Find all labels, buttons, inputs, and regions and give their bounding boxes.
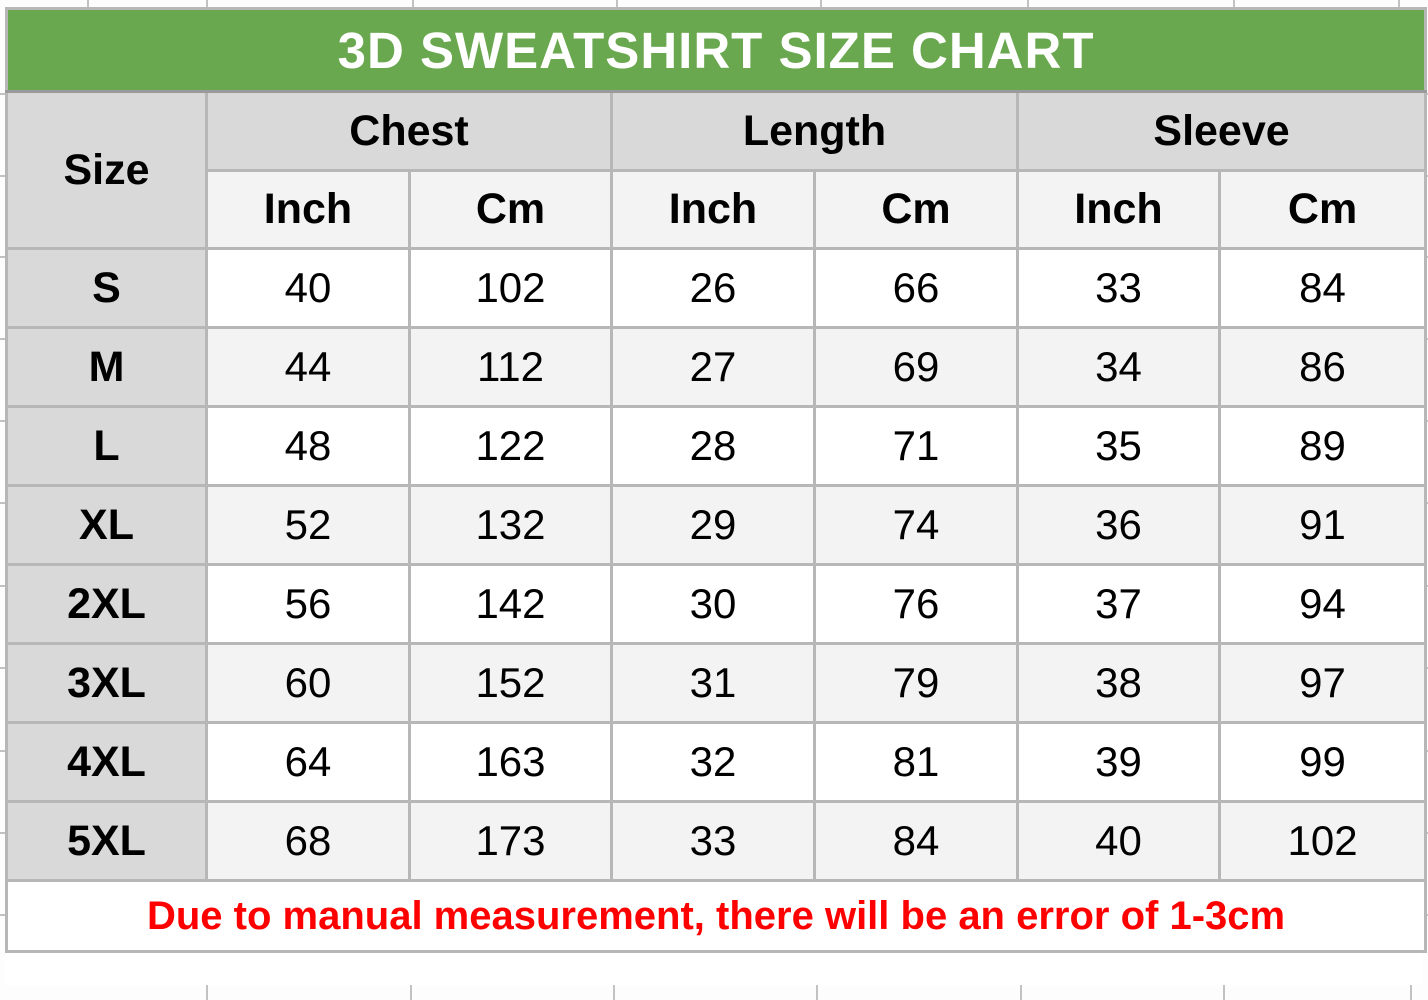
value-cell: 60 xyxy=(207,644,410,723)
chart-title: 3D SWEATSHIRT SIZE CHART xyxy=(7,9,1426,92)
value-cell: 71 xyxy=(815,407,1018,486)
subheader-chest-cm: Cm xyxy=(410,171,612,249)
value-cell: 74 xyxy=(815,486,1018,565)
subheader-sleeve-inch: Inch xyxy=(1018,171,1220,249)
size-label: 5XL xyxy=(7,802,207,881)
value-cell: 44 xyxy=(207,328,410,407)
value-cell: 94 xyxy=(1220,565,1426,644)
value-cell: 29 xyxy=(612,486,815,565)
value-cell: 56 xyxy=(207,565,410,644)
value-cell: 36 xyxy=(1018,486,1220,565)
subheader-length-cm: Cm xyxy=(815,171,1018,249)
table-row-4XL xyxy=(7,723,1426,802)
value-cell: 132 xyxy=(410,486,612,565)
value-cell: 64 xyxy=(207,723,410,802)
table-row-XL xyxy=(7,486,1426,565)
size-label: S xyxy=(7,249,207,328)
value-cell: 32 xyxy=(612,723,815,802)
value-cell: 81 xyxy=(815,723,1018,802)
value-cell: 76 xyxy=(815,565,1018,644)
value-cell: 33 xyxy=(612,802,815,881)
value-cell: 33 xyxy=(1018,249,1220,328)
table-row-M xyxy=(7,328,1426,407)
size-rows xyxy=(7,249,1426,881)
value-cell: 30 xyxy=(612,565,815,644)
value-cell: 84 xyxy=(815,802,1018,881)
size-label: L xyxy=(7,407,207,486)
value-cell: 142 xyxy=(410,565,612,644)
value-cell: 122 xyxy=(410,407,612,486)
table-row-L xyxy=(7,407,1426,486)
value-cell: 84 xyxy=(1220,249,1426,328)
value-cell: 97 xyxy=(1220,644,1426,723)
size-label: 2XL xyxy=(7,565,207,644)
value-cell: 27 xyxy=(612,328,815,407)
value-cell: 89 xyxy=(1220,407,1426,486)
subheader-length-inch: Inch xyxy=(612,171,815,249)
value-cell: 102 xyxy=(410,249,612,328)
size-label: M xyxy=(7,328,207,407)
value-cell: 69 xyxy=(815,328,1018,407)
value-cell: 112 xyxy=(410,328,612,407)
column-group-chest: Chest xyxy=(207,92,612,171)
value-cell: 163 xyxy=(410,723,612,802)
value-cell: 91 xyxy=(1220,486,1426,565)
sheet-gridline-strip-bottom xyxy=(0,985,1428,1000)
value-cell: 68 xyxy=(207,802,410,881)
table-row-3XL xyxy=(7,644,1426,723)
value-cell: 26 xyxy=(612,249,815,328)
note-row xyxy=(7,881,1426,952)
value-cell: 79 xyxy=(815,644,1018,723)
value-cell: 99 xyxy=(1220,723,1426,802)
value-cell: 35 xyxy=(1018,407,1220,486)
value-cell: 66 xyxy=(815,249,1018,328)
value-cell: 48 xyxy=(207,407,410,486)
value-cell: 40 xyxy=(1018,802,1220,881)
value-cell: 173 xyxy=(410,802,612,881)
column-group-sleeve: Sleeve xyxy=(1018,92,1426,171)
value-cell: 38 xyxy=(1018,644,1220,723)
subheader-sleeve-cm: Cm xyxy=(1220,171,1426,249)
measurement-note: Due to manual measurement, there will be an error of 1-3cm xyxy=(7,881,1426,952)
value-cell: 86 xyxy=(1220,328,1426,407)
title-banner-row xyxy=(7,9,1426,92)
column-header-size: Size xyxy=(7,92,207,249)
table-row-S xyxy=(7,249,1426,328)
table-row-2XL xyxy=(7,565,1426,644)
size-label: XL xyxy=(7,486,207,565)
subheader-chest-inch: Inch xyxy=(207,171,410,249)
value-cell: 31 xyxy=(612,644,815,723)
column-group-row xyxy=(7,92,1426,171)
size-label: 3XL xyxy=(7,644,207,723)
value-cell: 28 xyxy=(612,407,815,486)
value-cell: 52 xyxy=(207,486,410,565)
value-cell: 34 xyxy=(1018,328,1220,407)
value-cell: 40 xyxy=(207,249,410,328)
table-row-5XL xyxy=(7,802,1426,881)
size-chart-table xyxy=(5,7,1427,953)
unit-subheader-row xyxy=(7,171,1426,249)
column-group-length: Length xyxy=(612,92,1018,171)
value-cell: 102 xyxy=(1220,802,1426,881)
value-cell: 152 xyxy=(410,644,612,723)
size-label: 4XL xyxy=(7,723,207,802)
value-cell: 39 xyxy=(1018,723,1220,802)
sheet-gridline-strip-top xyxy=(0,0,1428,7)
value-cell: 37 xyxy=(1018,565,1220,644)
